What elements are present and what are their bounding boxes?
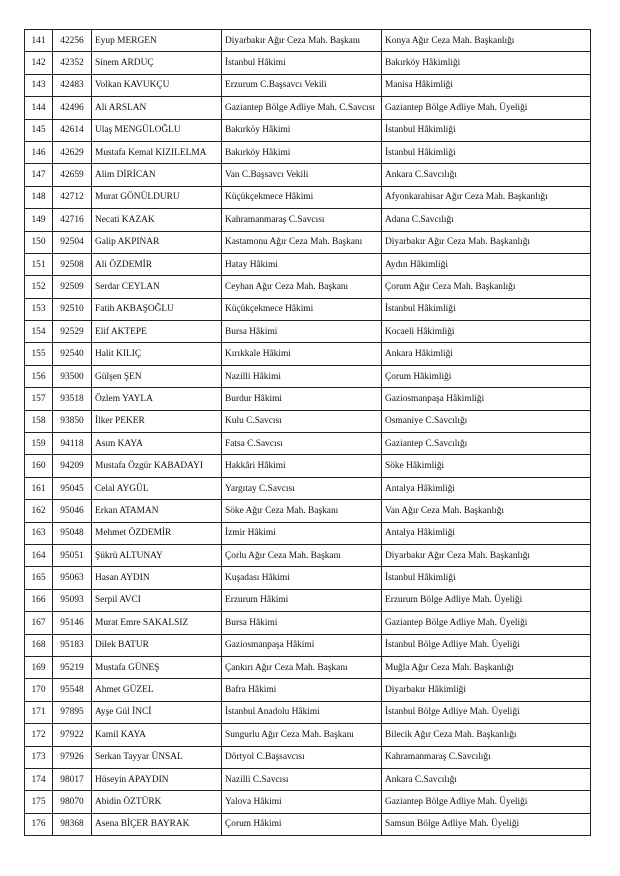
registry-number: 42483: [53, 74, 92, 96]
table-row: [25, 343, 591, 365]
table-row: [25, 365, 591, 387]
person-name: Ahmet GÜZEL: [92, 679, 222, 701]
registry-number: 42716: [53, 209, 92, 231]
current-position: Küçükçekmece Hâkimi: [222, 186, 382, 208]
person-name: Necati KAZAK: [92, 209, 222, 231]
registry-number: 97922: [53, 724, 92, 746]
appointment-table: [24, 29, 591, 836]
row-number: 167: [25, 612, 53, 634]
new-assignment: Bilecik Ağır Ceza Mah. Başkanlığı: [382, 724, 591, 746]
row-number: 156: [25, 365, 53, 387]
row-number: 173: [25, 746, 53, 768]
new-assignment: Kahramanmaraş C.Savcılığı: [382, 746, 591, 768]
new-assignment: Antalya Hâkimliği: [382, 477, 591, 499]
row-number: 152: [25, 276, 53, 298]
table-row: [25, 321, 591, 343]
row-number: 158: [25, 410, 53, 432]
registry-number: 92508: [53, 253, 92, 275]
new-assignment: Ankara Hâkimliği: [382, 343, 591, 365]
table-row: [25, 724, 591, 746]
new-assignment: Çorum Ağır Ceza Mah. Başkanlığı: [382, 276, 591, 298]
new-assignment: Gaziantep C.Savcılığı: [382, 433, 591, 455]
person-name: Elif AKTEPE: [92, 321, 222, 343]
table-row: [25, 209, 591, 231]
table-row: [25, 522, 591, 544]
current-position: Hakkâri Hâkimi: [222, 455, 382, 477]
table-row: [25, 119, 591, 141]
registry-number: 97895: [53, 701, 92, 723]
current-position: Bursa Hâkimi: [222, 612, 382, 634]
new-assignment: Muğla Ağır Ceza Mah. Başkanlığı: [382, 656, 591, 678]
new-assignment: Ankara C.Savcılığı: [382, 768, 591, 790]
table-row: [25, 500, 591, 522]
person-name: Erkan ATAMAN: [92, 500, 222, 522]
person-name: Murat Emre SAKALSIZ: [92, 612, 222, 634]
person-name: Hüseyin APAYDIN: [92, 768, 222, 790]
person-name: Serpil AVCI: [92, 589, 222, 611]
registry-number: 93518: [53, 388, 92, 410]
row-number: 170: [25, 679, 53, 701]
new-assignment: Manisa Hâkimliği: [382, 74, 591, 96]
new-assignment: Van Ağır Ceza Mah. Başkanlığı: [382, 500, 591, 522]
new-assignment: İstanbul Hâkimliği: [382, 119, 591, 141]
registry-number: 98070: [53, 791, 92, 813]
new-assignment: Osmaniye C.Savcılığı: [382, 410, 591, 432]
row-number: 165: [25, 567, 53, 589]
row-number: 154: [25, 321, 53, 343]
current-position: Burdur Hâkimi: [222, 388, 382, 410]
new-assignment: İstanbul Hâkimliği: [382, 567, 591, 589]
new-assignment: Antalya Hâkimliği: [382, 522, 591, 544]
registry-number: 42352: [53, 52, 92, 74]
registry-number: 97926: [53, 746, 92, 768]
current-position: Yalova Hâkimi: [222, 791, 382, 813]
current-position: Erzurum C.Başsavcı Vekili: [222, 74, 382, 96]
registry-number: 42712: [53, 186, 92, 208]
registry-number: 92540: [53, 343, 92, 365]
table-row: [25, 791, 591, 813]
table-row: [25, 164, 591, 186]
registry-number: 93500: [53, 365, 92, 387]
registry-number: 95548: [53, 679, 92, 701]
registry-number: 95045: [53, 477, 92, 499]
registry-number: 94209: [53, 455, 92, 477]
person-name: Serdar CEYLAN: [92, 276, 222, 298]
registry-number: 42659: [53, 164, 92, 186]
person-name: Kamil KAYA: [92, 724, 222, 746]
table-row: [25, 231, 591, 253]
row-number: 143: [25, 74, 53, 96]
table-row: [25, 97, 591, 119]
person-name: Fatih AKBAŞOĞLU: [92, 298, 222, 320]
row-number: 171: [25, 701, 53, 723]
registry-number: 92509: [53, 276, 92, 298]
new-assignment: Ankara C.Savcılığı: [382, 164, 591, 186]
row-number: 166: [25, 589, 53, 611]
registry-number: 93850: [53, 410, 92, 432]
person-name: Celal AYGÜL: [92, 477, 222, 499]
table-row: [25, 186, 591, 208]
person-name: Mustafa Özgür KABADAYI: [92, 455, 222, 477]
table-row: [25, 701, 591, 723]
new-assignment: Diyarbakır Hâkimliği: [382, 679, 591, 701]
person-name: Ulaş MENGÜLOĞLU: [92, 119, 222, 141]
person-name: Şükrü ALTUNAY: [92, 544, 222, 566]
table-row: [25, 276, 591, 298]
table-row: [25, 746, 591, 768]
current-position: Çankırı Ağır Ceza Mah. Başkanı: [222, 656, 382, 678]
person-name: Murat GÖNÜLDURU: [92, 186, 222, 208]
current-position: Küçükçekmece Hâkimi: [222, 298, 382, 320]
current-position: Diyarbakır Ağır Ceza Mah. Başkanı: [222, 30, 382, 52]
row-number: 150: [25, 231, 53, 253]
table-row: [25, 634, 591, 656]
person-name: Volkan KAVUKÇU: [92, 74, 222, 96]
current-position: Gaziosmanpaşa Hâkimi: [222, 634, 382, 656]
registry-number: 42256: [53, 30, 92, 52]
registry-number: 95183: [53, 634, 92, 656]
current-position: Kulu C.Savcısı: [222, 410, 382, 432]
person-name: Mustafa GÜNEŞ: [92, 656, 222, 678]
row-number: 147: [25, 164, 53, 186]
row-number: 176: [25, 813, 53, 835]
registry-number: 95051: [53, 544, 92, 566]
person-name: Halit KILIÇ: [92, 343, 222, 365]
row-number: 164: [25, 544, 53, 566]
person-name: Özlem YAYLA: [92, 388, 222, 410]
new-assignment: Diyarbakır Ağır Ceza Mah. Başkanlığı: [382, 544, 591, 566]
person-name: Asena BİÇER BAYRAK: [92, 813, 222, 835]
registry-number: 42614: [53, 119, 92, 141]
table-row: [25, 567, 591, 589]
table-row: [25, 30, 591, 52]
current-position: Fatsa C.Savcısı: [222, 433, 382, 455]
person-name: Serkan Tayyar ÜNSAL: [92, 746, 222, 768]
current-position: Yargıtay C.Savcısı: [222, 477, 382, 499]
table-row: [25, 74, 591, 96]
row-number: 157: [25, 388, 53, 410]
registry-number: 95063: [53, 567, 92, 589]
new-assignment: Gaziosmanpaşa Hâkimliği: [382, 388, 591, 410]
appointment-table-body: [25, 30, 591, 836]
person-name: Ayşe Gül İNCİ: [92, 701, 222, 723]
current-position: Van C.Başsavcı Vekili: [222, 164, 382, 186]
registry-number: 42629: [53, 141, 92, 163]
table-row: [25, 813, 591, 835]
table-row: [25, 388, 591, 410]
person-name: Galip AKPINAR: [92, 231, 222, 253]
table-row: [25, 410, 591, 432]
person-name: Dilek BATUR: [92, 634, 222, 656]
row-number: 163: [25, 522, 53, 544]
table-row: [25, 253, 591, 275]
new-assignment: İstanbul Bölge Adliye Mah. Üyeliği: [382, 701, 591, 723]
table-row: [25, 768, 591, 790]
table-row: [25, 141, 591, 163]
registry-number: 95093: [53, 589, 92, 611]
current-position: Nazilli C.Savcısı: [222, 768, 382, 790]
new-assignment: Gaziantep Bölge Adliye Mah. Üyeliği: [382, 612, 591, 634]
row-number: 151: [25, 253, 53, 275]
person-name: Mehmet ÖZDEMİR: [92, 522, 222, 544]
table-row: [25, 544, 591, 566]
registry-number: 98017: [53, 768, 92, 790]
table-row: [25, 679, 591, 701]
row-number: 142: [25, 52, 53, 74]
row-number: 148: [25, 186, 53, 208]
new-assignment: Gaziantep Bölge Adliye Mah. Üyeliği: [382, 97, 591, 119]
table-row: [25, 589, 591, 611]
row-number: 161: [25, 477, 53, 499]
row-number: 172: [25, 724, 53, 746]
table-row: [25, 477, 591, 499]
registry-number: 95146: [53, 612, 92, 634]
current-position: Kastamonu Ağır Ceza Mah. Başkanı: [222, 231, 382, 253]
new-assignment: İstanbul Hâkimliği: [382, 141, 591, 163]
current-position: Bakırköy Hâkimi: [222, 141, 382, 163]
new-assignment: Adana C.Savcılığı: [382, 209, 591, 231]
new-assignment: Gaziantep Bölge Adliye Mah. Üyeliği: [382, 791, 591, 813]
person-name: Asım KAYA: [92, 433, 222, 455]
row-number: 155: [25, 343, 53, 365]
current-position: Çorum Hâkimi: [222, 813, 382, 835]
registry-number: 95046: [53, 500, 92, 522]
new-assignment: Aydın Hâkimliği: [382, 253, 591, 275]
new-assignment: Afyonkarahisar Ağır Ceza Mah. Başkanlığı: [382, 186, 591, 208]
new-assignment: Diyarbakır Ağır Ceza Mah. Başkanlığı: [382, 231, 591, 253]
current-position: Hatay Hâkimi: [222, 253, 382, 275]
person-name: Mustafa Kemal KIZILELMA: [92, 141, 222, 163]
table-row: [25, 656, 591, 678]
row-number: 149: [25, 209, 53, 231]
current-position: İzmir Hâkimi: [222, 522, 382, 544]
row-number: 144: [25, 97, 53, 119]
registry-number: 95219: [53, 656, 92, 678]
current-position: Bafra Hâkimi: [222, 679, 382, 701]
current-position: Nazilli Hâkimi: [222, 365, 382, 387]
row-number: 153: [25, 298, 53, 320]
current-position: Sungurlu Ağır Ceza Mah. Başkanı: [222, 724, 382, 746]
registry-number: 92504: [53, 231, 92, 253]
person-name: Eyup MERGEN: [92, 30, 222, 52]
person-name: Ali ARSLAN: [92, 97, 222, 119]
table-row: [25, 52, 591, 74]
registry-number: 98368: [53, 813, 92, 835]
registry-number: 94118: [53, 433, 92, 455]
registry-number: 42496: [53, 97, 92, 119]
row-number: 162: [25, 500, 53, 522]
current-position: Dörtyol C.Başsavcısı: [222, 746, 382, 768]
person-name: Gülşen ŞEN: [92, 365, 222, 387]
current-position: İstanbul Anadolu Hâkimi: [222, 701, 382, 723]
table-row: [25, 455, 591, 477]
new-assignment: İstanbul Hâkimliği: [382, 298, 591, 320]
new-assignment: Konya Ağır Ceza Mah. Başkanlığı: [382, 30, 591, 52]
current-position: Erzurum Hâkimi: [222, 589, 382, 611]
row-number: 160: [25, 455, 53, 477]
registry-number: 92510: [53, 298, 92, 320]
row-number: 145: [25, 119, 53, 141]
registry-number: 95048: [53, 522, 92, 544]
registry-number: 92529: [53, 321, 92, 343]
current-position: İstanbul Hâkimi: [222, 52, 382, 74]
row-number: 169: [25, 656, 53, 678]
new-assignment: İstanbul Bölge Adliye Mah. Üyeliği: [382, 634, 591, 656]
row-number: 159: [25, 433, 53, 455]
current-position: Çorlu Ağır Ceza Mah. Başkanı: [222, 544, 382, 566]
current-position: Bakırköy Hâkimi: [222, 119, 382, 141]
new-assignment: Çorum Hâkimliği: [382, 365, 591, 387]
current-position: Ceyhan Ağır Ceza Mah. Başkanı: [222, 276, 382, 298]
person-name: Sinem ARDUÇ: [92, 52, 222, 74]
current-position: Kuşadası Hâkimi: [222, 567, 382, 589]
new-assignment: Samsun Bölge Adliye Mah. Üyeliği: [382, 813, 591, 835]
person-name: Alim DİRİCAN: [92, 164, 222, 186]
row-number: 168: [25, 634, 53, 656]
new-assignment: Bakırköy Hâkimliği: [382, 52, 591, 74]
current-position: Kırıkkale Hâkimi: [222, 343, 382, 365]
current-position: Kahramanmaraş C.Savcısı: [222, 209, 382, 231]
table-row: [25, 612, 591, 634]
current-position: Gaziantep Bölge Adliye Mah. C.Savcısı: [222, 97, 382, 119]
current-position: Söke Ağır Ceza Mah. Başkanı: [222, 500, 382, 522]
new-assignment: Söke Hâkimliği: [382, 455, 591, 477]
person-name: Hasan AYDIN: [92, 567, 222, 589]
row-number: 146: [25, 141, 53, 163]
table-row: [25, 433, 591, 455]
person-name: İlker PEKER: [92, 410, 222, 432]
table-row: [25, 298, 591, 320]
row-number: 175: [25, 791, 53, 813]
row-number: 141: [25, 30, 53, 52]
new-assignment: Kocaeli Hâkimliği: [382, 321, 591, 343]
new-assignment: Erzurum Bölge Adliye Mah. Üyeliği: [382, 589, 591, 611]
person-name: Abidin ÖZTÜRK: [92, 791, 222, 813]
person-name: Ali ÖZDEMİR: [92, 253, 222, 275]
current-position: Bursa Hâkimi: [222, 321, 382, 343]
row-number: 174: [25, 768, 53, 790]
